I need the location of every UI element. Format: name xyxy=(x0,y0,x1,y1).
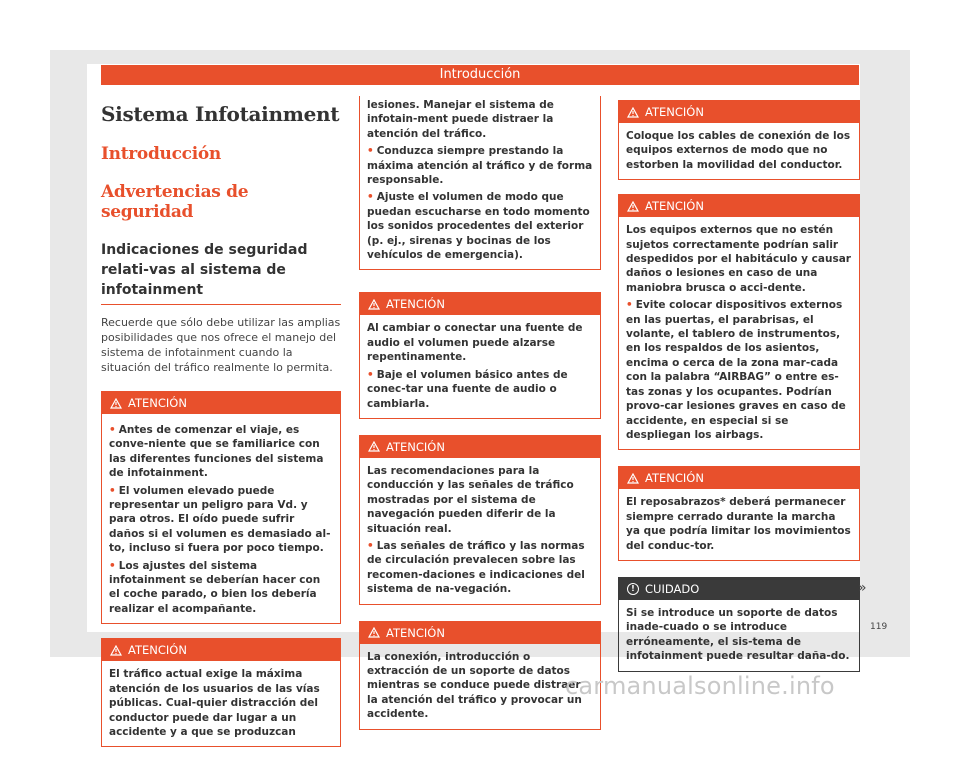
warning-box-content xyxy=(619,217,859,449)
caution-label: CUIDADO xyxy=(645,581,700,596)
caution-box-title xyxy=(619,578,859,600)
warning-box-content xyxy=(360,458,600,604)
bullet-icon: • xyxy=(367,191,374,204)
warning-text: lesiones. Manejar el sistema de infotain-ment puede distraer la atención del tráfico. xyxy=(367,99,554,140)
warning-triangle-icon xyxy=(368,441,380,452)
manual-title: Sistema Infotainment xyxy=(101,102,340,126)
bullet-icon: • xyxy=(626,299,633,312)
bullet-item: • El volumen elevado puede representar un peligro para Vd. y para otros. El oído puede sufrir daños si el volumen es demasiado al-to, incluso si fuera por poco tiempo. xyxy=(109,484,331,555)
warning-triangle-icon xyxy=(368,299,380,310)
warning-box-title xyxy=(619,101,859,123)
warning-label: ATENCIÓN xyxy=(645,105,704,119)
bullet-icon: • xyxy=(367,539,374,552)
warning-text: Coloque los cables de conexión de los equipos externos de modo que no estorben la movilidad del conductor. xyxy=(626,130,851,171)
subsection-title: Indicaciones de seguridad relati-vas al sistema de infotainment xyxy=(101,240,341,305)
warning-box xyxy=(359,292,601,418)
bullet-icon: • xyxy=(109,559,116,572)
bullet-item: • Los ajustes del sistema infotainment se deberían hacer con el coche parado, o bien los debería realizar el acompañante. xyxy=(109,559,321,615)
warning-label: ATENCIÓN xyxy=(386,439,445,454)
warning-box-continued xyxy=(359,96,601,270)
bullet-item: • Ajuste el volumen de modo que puedan escucharse en todo momento los sonidos procedentes del exterior (p. ej., sirenas y bocinas de los vehículos de emergencia). xyxy=(367,191,590,262)
warning-box-title xyxy=(102,392,340,414)
column-3 xyxy=(618,96,860,686)
bullet-icon: • xyxy=(109,484,116,497)
warning-triangle-icon xyxy=(110,645,122,656)
watermark: carmanualsonline.info xyxy=(565,672,835,700)
warning-triangle-icon xyxy=(110,398,122,409)
warning-box-title xyxy=(360,293,600,315)
page-number: 119 xyxy=(870,622,888,632)
bullet-icon: • xyxy=(109,424,116,436)
warning-label: ATENCIÓN xyxy=(128,396,187,410)
section-header: Introducción xyxy=(101,65,859,85)
warning-box-content xyxy=(619,123,859,179)
caution-box-content xyxy=(619,600,859,671)
column-2 xyxy=(359,96,601,744)
warning-text: Al cambiar o conectar una fuente de audio el volumen puede alzarse repentinamente. xyxy=(367,322,583,364)
warning-box-content xyxy=(360,644,600,729)
warning-text: La conexión, introducción o extracción de un soporte de datos mientras se conduce puede distraer la atención del tráfico y provocar un accidente. xyxy=(367,650,582,721)
bullet-item: • Antes de comenzar el viaje, es conve-niente que se familiarice con las diferentes funciones del sistema de infotainment. xyxy=(109,424,324,480)
warning-label: ATENCIÓN xyxy=(386,297,445,312)
caution-box xyxy=(618,577,860,672)
warning-triangle-icon xyxy=(627,473,639,484)
warning-label: ATENCIÓN xyxy=(645,471,704,486)
bullet-item: • Las señales de tráfico y las normas de circulación prevalecen sobre las recomen-daciones e indicaciones del sistema de na-vegación. xyxy=(367,539,585,596)
warning-box xyxy=(101,638,341,747)
warning-text: Las recomendaciones para la conducción y las señales de tráfico mostradas por el sistema de navegación pueden diferir de la situación real. xyxy=(367,464,574,535)
warning-box-content xyxy=(102,661,340,746)
warning-label: ATENCIÓN xyxy=(645,199,704,214)
bullet-icon: • xyxy=(367,145,374,158)
warning-box-content xyxy=(102,414,340,623)
bullet-item: • Conduzca siempre prestando la máxima atención al tráfico y de forma responsable. xyxy=(367,145,593,187)
bullet-item: • Evite colocar dispositivos externos en las puertas, el parabrisas, el volante, el tablero de instrumentos, en los respaldos de los asientos, encima o cerca de la zona mar-cada con la palabra “AIRBAG” o entre es-tas zonas y los ocupantes. Podrían provo-car lesiones graves en caso de accidente, en especial si se despliegan los airbags. xyxy=(626,299,846,441)
chapter-title: Introducción xyxy=(101,144,221,164)
warning-label: ATENCIÓN xyxy=(386,625,445,640)
warning-label: ATENCIÓN xyxy=(128,643,187,658)
caution-info-icon: ! xyxy=(627,583,639,595)
warning-triangle-icon xyxy=(627,107,639,118)
section-title: Advertencias de seguridad xyxy=(101,182,249,222)
caution-text: Si se introduce un soporte de datos inade-cuado o se introduce erróneamente, el sis-tema de infotainment puede resultar daña-do. xyxy=(626,606,850,663)
continue-mark: » xyxy=(858,580,867,596)
column-1 xyxy=(101,96,341,761)
warning-text: El reposabrazos* deberá permanecer siempre cerrado durante la marcha ya que podría limitar los movimientos del conduc-tor. xyxy=(626,496,851,552)
warning-box xyxy=(101,391,341,624)
warning-box-title xyxy=(619,467,859,489)
warning-box-title xyxy=(360,622,600,644)
warning-box xyxy=(618,194,860,450)
warning-box-title xyxy=(360,436,600,458)
bullet-icon: • xyxy=(367,368,374,381)
warning-box-content xyxy=(360,96,600,269)
warning-text: Los equipos externos que no estén sujetos correctamente podrían salir despedidos por el habitáculo y causar daños o lesiones en caso de una maniobra brusca o acci-dente. xyxy=(626,224,851,294)
intro-paragraph: Recuerde que sólo debe utilizar las amplias posibilidades que nos ofrece el manejo del sistema de infotainment cuando la situación del tráfico realmente lo permita. xyxy=(101,316,341,374)
warning-box xyxy=(618,100,860,180)
warning-triangle-icon xyxy=(627,201,639,212)
bullet-item: • Baje el volumen básico antes de conec-tar una fuente de audio o cambiarla. xyxy=(367,368,568,410)
warning-box xyxy=(359,435,601,605)
warning-box-content xyxy=(360,315,600,417)
warning-box-title xyxy=(619,195,859,217)
warning-box-title xyxy=(102,639,340,661)
warning-box-content xyxy=(619,489,859,560)
warning-triangle-icon xyxy=(368,627,380,638)
warning-text: El tráfico actual exige la máxima atención de los usuarios de las vías públicas. Cual-quier distracción del conductor puede dar lugar a un accidente y a que se produzcan xyxy=(109,668,320,738)
warning-box xyxy=(618,466,860,561)
